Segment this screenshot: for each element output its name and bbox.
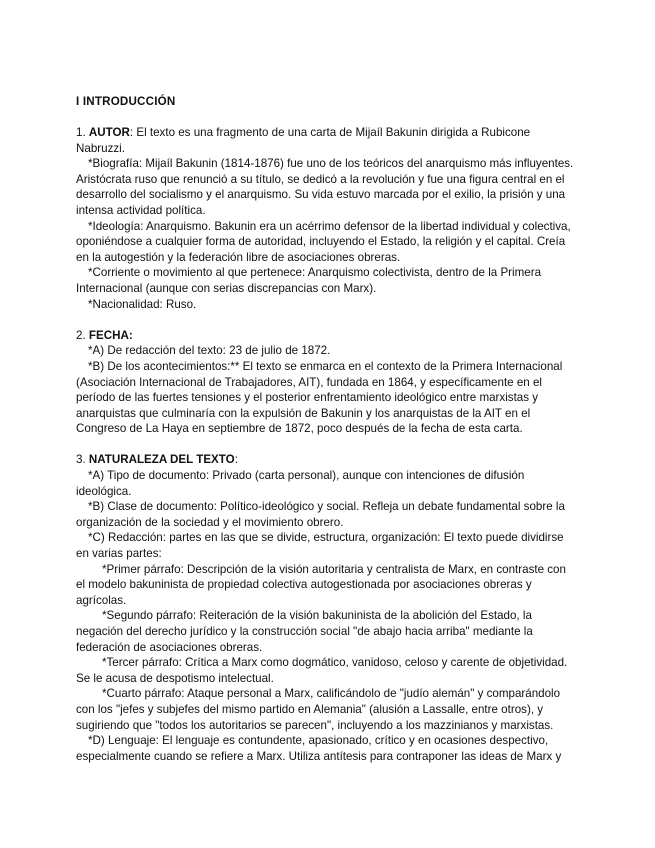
- segundo-parrafo: *Segundo párrafo: Reiteración de la visión bakuninista de la abolición del Estado, la negación del derecho jurídico y la construcción social "de abajo hacia arriba" mediante la federación de asociaciones obreras.: [76, 609, 533, 654]
- document-body: [76, 125, 576, 764]
- tipo-documento: *A) Tipo de documento: Privado (carta personal), aunque con intenciones de difusión ideológica.: [76, 469, 525, 498]
- fecha-redaccion: *A) De redacción del texto: 23 de julio de 1872.: [88, 344, 331, 358]
- autor-intro: [76, 125, 576, 156]
- naturaleza-heading: [76, 452, 576, 468]
- autor-title: AUTOR: [88, 126, 130, 139]
- corriente-paragraph: *Corriente o movimiento al que pertenece: Anarquismo colectivista, dentro de la Primera Internacional (aunque con serias discrepancias con Marx).: [76, 266, 542, 295]
- fecha-title: FECHA:: [88, 328, 133, 342]
- section-number: 2.: [76, 328, 89, 342]
- biografia-paragraph: *Biografía: Mijaíl Bakunin (1814-1876) fue uno de los teóricos del anarquismo más influyentes. Aristócrata ruso que renunció a su título, se dedicó a la revolución y fue una figura central en el desarrollo del socialismo y el anarquismo. Su vida estuvo marcada por el exilio, la prisión y una intensa actividad política.: [76, 157, 574, 217]
- section-number: 3.: [76, 453, 89, 467]
- lenguaje-paragraph: *D) Lenguaje: El lenguaje es contundente, apasionado, crítico y en ocasiones despectivo, especialmente cuando se refiere a Marx. Utiliza antítesis para contraponer las ideas de Marx y: [76, 734, 562, 763]
- nacionalidad-paragraph: *Nacionalidad: Ruso.: [88, 297, 197, 311]
- tercer-parrafo: *Tercer párrafo: Crítica a Marx como dogmático, vanidoso, celoso y carente de objetividad. Se le acusa de despotismo intelectual.: [76, 656, 568, 685]
- ideologia-paragraph: *Ideología: Anarquismo. Bakunin era un acérrimo defensor de la libertad individual y colectiva, oponiéndose a cualquier forma de autoridad, incluyendo el Estado, la religión y el capital. Creía en la autogestión y la federación libre de asociaciones obreras.: [76, 219, 571, 264]
- fecha-acontecimientos: *B) De los acontecimientos:** El texto se enmarca en el contexto de la Primera Internacional (Asociación Internacional de Trabajadores, AIT), fundada en 1864, y específicamente en el período de las fuertes tensiones y el posterior enfrentamiento ideológico entre marxistas y anarquistas que culminaría con la expulsión de Bakunin y los anarquistas de la AIT en el Congreso de La Haya en septiembre de 1872, poco después de la fecha de esta carta.: [76, 359, 563, 436]
- naturaleza-title: NATURALEZA DEL TEXTO: [88, 453, 235, 467]
- fecha-heading: [76, 328, 576, 344]
- naturaleza-colon: :: [234, 453, 238, 467]
- autor-text: : El texto es una fragmento de una carta de Mijaíl Bakunin dirigida a Rubicone Nabruzzi.: [76, 126, 531, 155]
- spacer: [76, 312, 576, 328]
- cuarto-parrafo: *Cuarto párrafo: Ataque personal a Marx, calificándolo de "judío alemán" y comparándolo con los "jefes y subjefes del mismo partido en Alemania" (alusión a Lassalle, entre otros), y sugiriendo que "todos los autoritarios se parecen", incluyendo a los mazzinianos y marxistas.: [76, 687, 561, 732]
- spacer: [76, 437, 576, 453]
- section-heading: I INTRODUCCIÓN: [76, 95, 176, 108]
- section-number: 1.: [76, 126, 89, 139]
- primer-parrafo: *Primer párrafo: Descripción de la visión autoritaria y centralista de Marx, en contraste con el modelo bakuninista de propiedad colectiva autogestionada por asociaciones obreras y agrícolas.: [76, 562, 566, 607]
- clase-documento: *B) Clase de documento: Político-ideológico y social. Refleja un debate fundamental sobre la organización de la sociedad y el movimiento obrero.: [76, 500, 565, 529]
- redaccion-partes: *C) Redacción: partes en las que se divide, estructura, organización: El texto puede dividirse en varias partes:: [76, 531, 564, 561]
